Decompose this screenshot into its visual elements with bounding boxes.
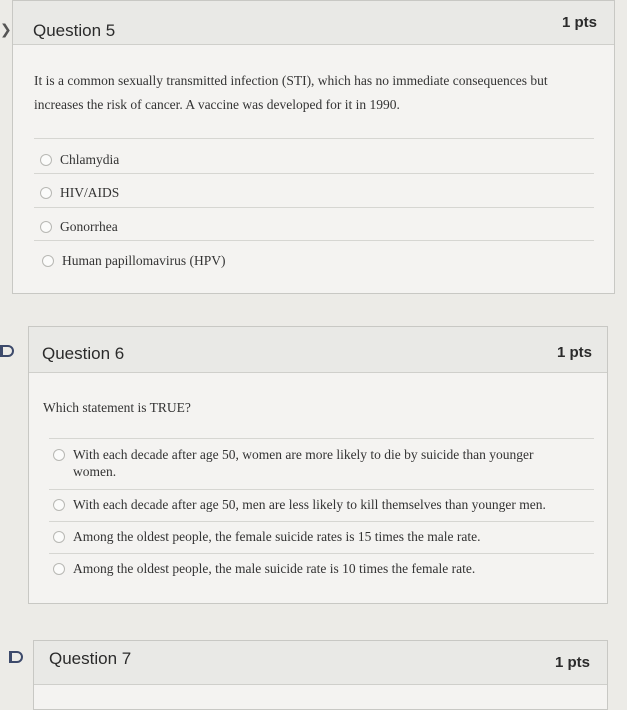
answer-label: With each decade after age 50, women are more likely to die by suicide than younger women. <box>73 447 534 479</box>
answer-option[interactable] <box>40 184 119 201</box>
question-6-header <box>29 327 607 373</box>
answer-label: With each decade after age 50, men are less likely to kill themselves than younger men. <box>73 497 546 512</box>
divider <box>34 138 594 139</box>
answer-option[interactable] <box>53 496 546 513</box>
radio-button[interactable] <box>40 221 52 233</box>
radio-button[interactable] <box>42 255 54 267</box>
question-points: 1 pts <box>561 14 597 31</box>
answer-option[interactable] <box>40 151 119 168</box>
question-title: Question 7 <box>49 649 132 668</box>
radio-button[interactable] <box>53 563 65 575</box>
divider <box>49 553 594 554</box>
radio-button[interactable] <box>53 531 65 543</box>
question-points: 1 pts <box>554 654 590 671</box>
answer-option[interactable] <box>40 218 118 235</box>
answer-label: Chlamydia <box>60 152 120 167</box>
question-6-card <box>28 326 608 604</box>
answer-option[interactable] <box>53 560 475 577</box>
answer-label: Among the oldest people, the female suicide rates is 15 times the male rate. <box>73 529 481 544</box>
question-7-header <box>34 641 607 685</box>
flag-icon[interactable] <box>0 345 14 357</box>
question-5-header <box>13 1 614 45</box>
answer-label: Human papillomavirus (HPV) <box>62 253 226 268</box>
divider <box>49 521 594 522</box>
question-5-card <box>12 0 615 294</box>
question-text: It is a common sexually transmitted infection (STI), which has no immediate consequences but increases the risk of cancer. A vaccine was developed for it in 1990. <box>34 73 548 112</box>
question-title: Question 6 <box>42 344 125 363</box>
answer-option[interactable] <box>53 528 481 545</box>
divider <box>49 489 594 490</box>
question-points: 1 pts <box>556 344 592 361</box>
radio-button[interactable] <box>53 449 65 461</box>
question-title: Question 5 <box>33 21 116 40</box>
flag-icon[interactable] <box>9 651 23 663</box>
chevron-right-icon[interactable]: ❯ <box>0 22 12 38</box>
answer-option[interactable] <box>42 252 225 269</box>
radio-button[interactable] <box>40 187 52 199</box>
answer-label: Among the oldest people, the male suicide rate is 10 times the female rate. <box>73 561 476 576</box>
question-text: Which statement is TRUE? <box>43 400 191 415</box>
answer-label: Gonorrhea <box>60 219 118 234</box>
divider <box>34 240 594 241</box>
radio-button[interactable] <box>53 499 65 511</box>
divider <box>34 173 594 174</box>
radio-button[interactable] <box>40 154 52 166</box>
answer-label: HIV/AIDS <box>60 185 120 200</box>
divider <box>49 438 594 439</box>
divider <box>34 207 594 208</box>
answer-option[interactable] <box>53 446 553 480</box>
